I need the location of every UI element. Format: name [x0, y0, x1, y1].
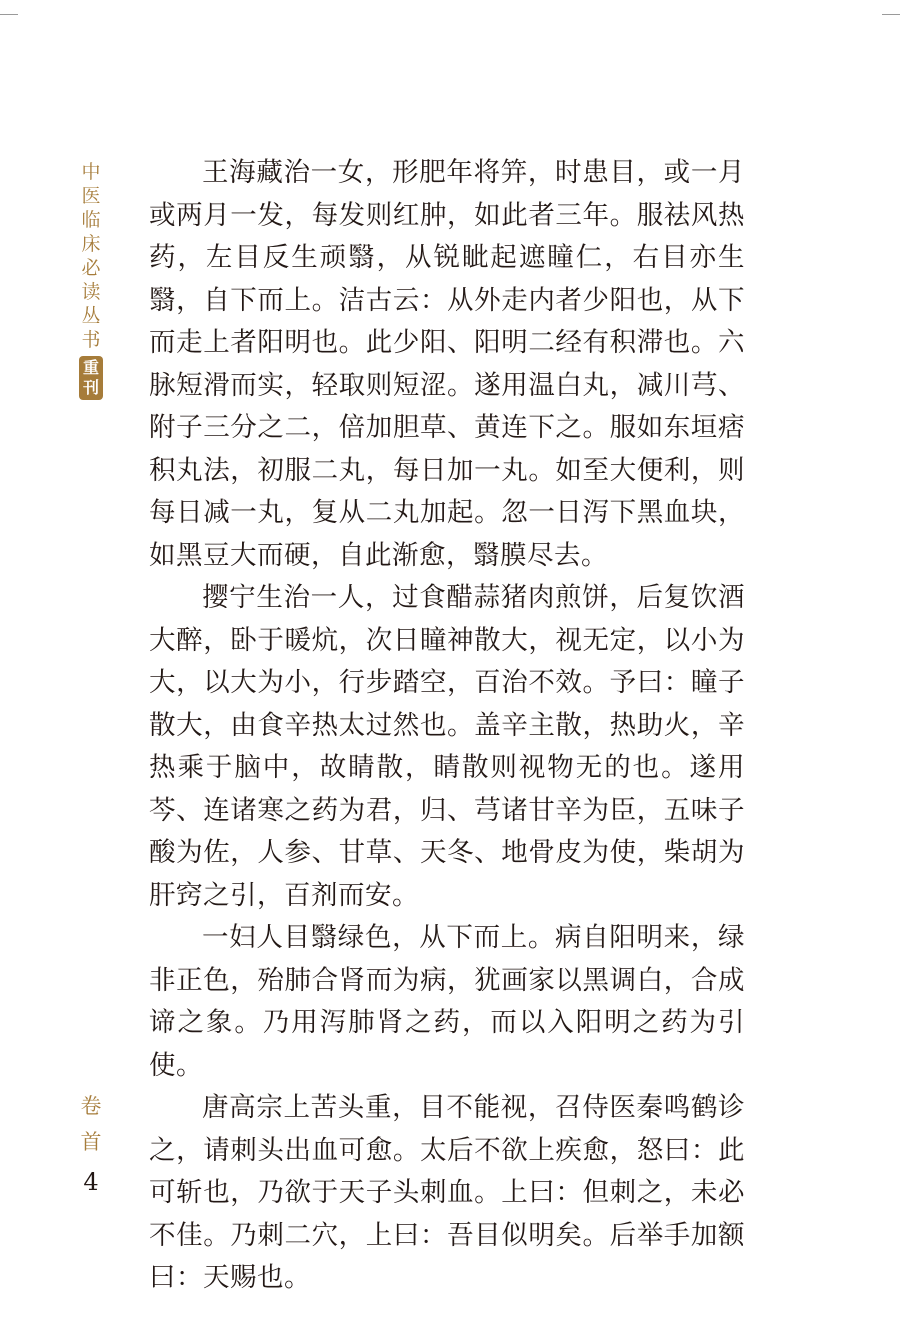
series-title — [72, 160, 110, 400]
seal-char: 重 — [82, 358, 99, 377]
paragraph: 唐高宗上苦头重，目不能视，召侍医秦鸣鹤诊之，请刺头出血可愈。太后不欲上疾愈，怒曰：此可斩也，乃欲于天子头刺血。上曰：但刺之，未必不佳。乃刺二穴，上曰：吾目似明矣。后举手加额曰：天赐也。 — [149, 1092, 745, 1293]
crop-mark-right — [882, 0, 900, 15]
series-title-char: 床 — [81, 233, 101, 255]
series-title-char: 读 — [81, 281, 101, 303]
chapter-label — [72, 1088, 110, 1160]
series-title-char: 必 — [81, 257, 101, 279]
chapter-char: 首 — [80, 1130, 102, 1154]
crop-mark-left — [0, 0, 18, 15]
series-title-char: 临 — [81, 209, 101, 231]
seal-char: 刊 — [82, 378, 99, 397]
page-number: 4 — [83, 1168, 99, 1196]
series-title-char: 中 — [81, 161, 101, 183]
series-title-char: 医 — [81, 185, 101, 207]
paragraph: 撄宁生治一人，过食醋蒜猪肉煎饼，后复饮酒大醉，卧于暖炕，次日瞳神散大，视无定，以小为大，以大为小，行步踏空，百治不效。予曰：瞳子散大，由食辛热太过然也。盖辛主散，热助火，辛热乘于脑中，故睛散，睛散则视物无的也。遂用芩、连诸寒之药为君，归、芎诸甘辛为臣，五味子酸为佐，人参、甘草、天冬、地骨皮为使，柴胡为肝窍之引，百剂而安。 — [149, 582, 745, 911]
paragraph: 一妇人目翳绿色，从下而上。病自阳明来，绿非正色，殆肺合肾而为病，犹画家以黑调白，合成谛之象。乃用泻肺肾之药，而以入阳明之药为引使。 — [149, 922, 745, 1081]
series-title-char: 书 — [81, 329, 101, 351]
chapter-char: 卷 — [80, 1094, 102, 1118]
main-text — [149, 152, 745, 1300]
series-title-char: 丛 — [81, 305, 101, 327]
reprint-seal — [79, 356, 103, 400]
paragraph: 王海藏治一女，形肥年将笄，时患目，或一月或两月一发，每发则红肿，如此者三年。服祛风热药，左目反生顽翳，从锐眦起遮瞳仁，右目亦生翳，自下而上。洁古云：从外走内者少阳也，从下而走上者阳明也。此少阳、阳明二经有积滞也。六脉短滑而实，轻取则短涩。遂用温白丸，减川芎、附子三分之二，倍加胆草、黄连下之。服如东垣痞积丸法，初服二丸，每日加一丸。如至大便利，则每日减一丸，复从二丸加起。忽一日泻下黑血块，如黑豆大而硬，自此渐愈，翳膜尽去。 — [149, 157, 745, 571]
